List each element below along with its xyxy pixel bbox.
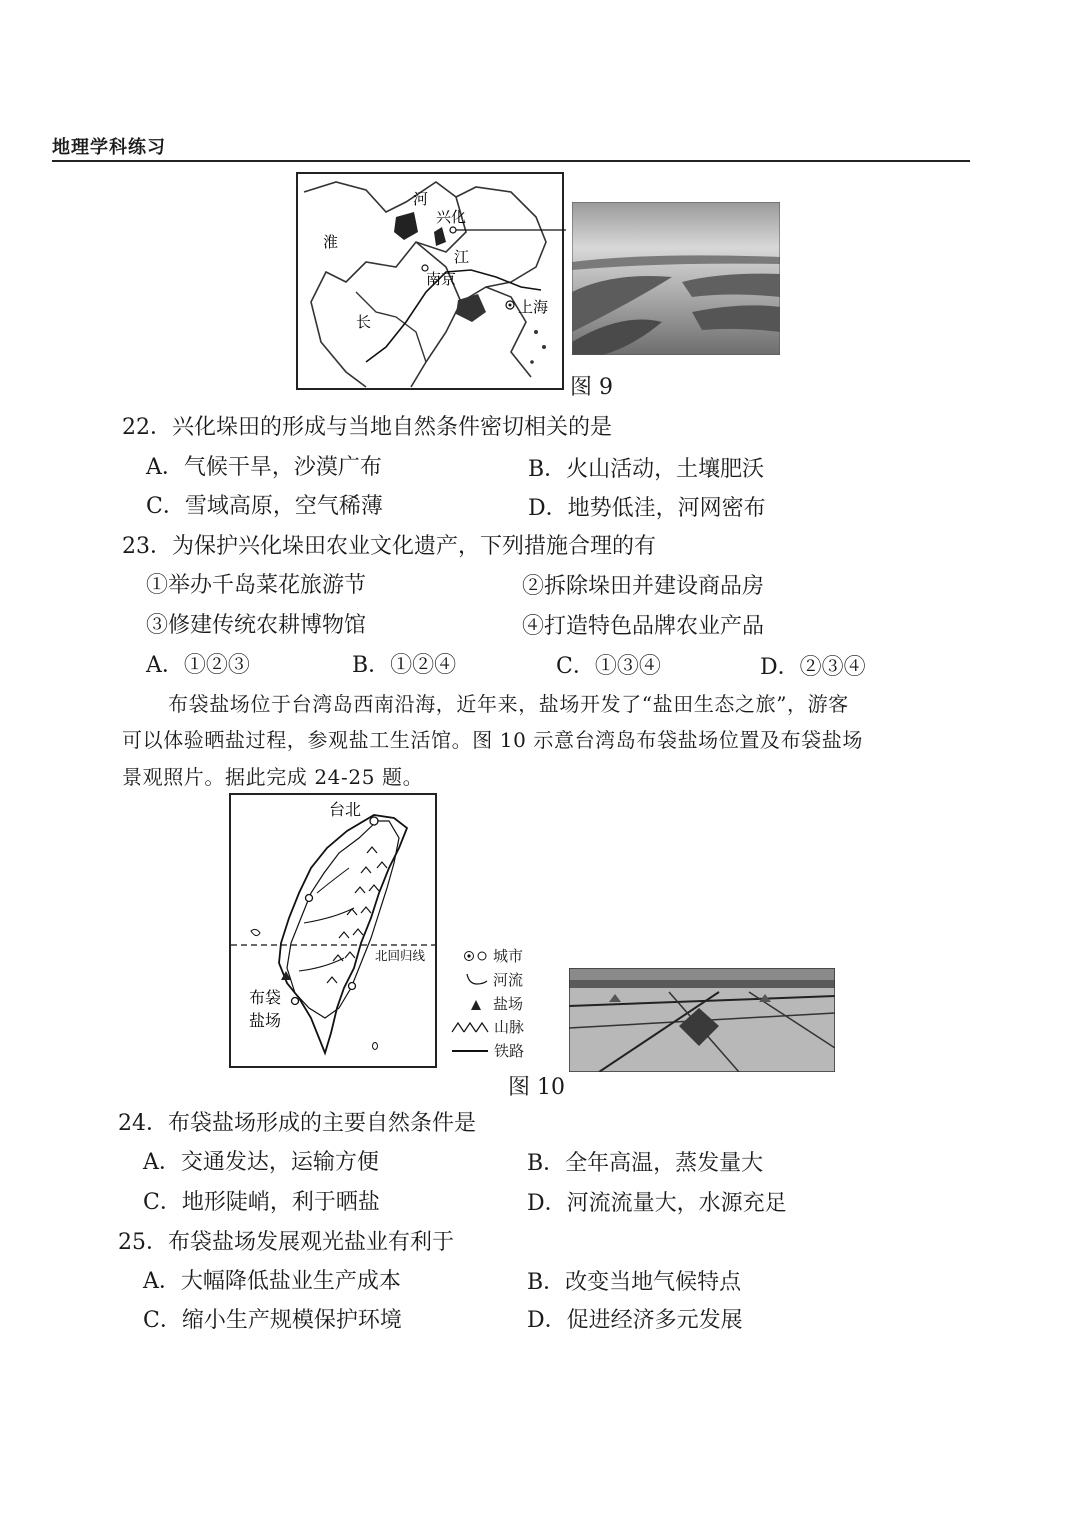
legend-saltfield-label: 盐场 bbox=[493, 995, 524, 1013]
q23-option-b: B．①②④ bbox=[352, 653, 457, 678]
q25-option-b: B．改变当地气候特点 bbox=[527, 1270, 742, 1295]
q23-stem: 23．为保护兴化垛田农业文化遗产，下列措施合理的有 bbox=[122, 534, 656, 559]
fig10-caption: 图 10 bbox=[508, 1075, 565, 1100]
q23-statement-4: ④打造特色品牌农业产品 bbox=[522, 614, 765, 639]
legend-mountain-label: 山脉 bbox=[494, 1018, 525, 1036]
label-saltfield: 盐场 bbox=[249, 1011, 282, 1030]
q22-option-a: A．气候干旱，沙漠广布 bbox=[146, 455, 382, 480]
label-chang: 长 bbox=[356, 313, 372, 331]
q25-option-a: A．大幅降低盐业生产成本 bbox=[143, 1269, 401, 1294]
legend-railway-label: 铁路 bbox=[494, 1042, 525, 1060]
legend-railway bbox=[450, 1040, 524, 1061]
legend-river-label: 河流 bbox=[493, 971, 524, 989]
q23-statement-3: ③修建传统农耕博物馆 bbox=[146, 613, 367, 638]
intro-line-1: 布袋盐场位于台湾岛西南沿海，近年来，盐场开发了“盐田生态之旅”，游客 bbox=[168, 692, 849, 716]
q23-statement-2: ②拆除垛田并建设商品房 bbox=[522, 574, 765, 599]
label-tropic-of-cancer: 北回归线 bbox=[375, 948, 426, 963]
q23-option-d: D．②③④ bbox=[760, 655, 866, 680]
q22-stem: 22．兴化垛田的形成与当地自然条件密切相关的是 bbox=[122, 415, 612, 440]
label-nanjing: 南京 bbox=[426, 270, 457, 288]
q22-option-d: D．地势低洼，河网密布 bbox=[528, 496, 766, 521]
river-icon bbox=[463, 972, 489, 988]
fig10-map bbox=[229, 793, 437, 1068]
q24-stem: 24．布袋盐场形成的主要自然条件是 bbox=[118, 1111, 476, 1136]
q24-option-d: D．河流流量大，水源充足 bbox=[527, 1191, 787, 1216]
label-budai: 布袋 bbox=[249, 988, 282, 1007]
fig9-map bbox=[296, 172, 566, 392]
q24-option-b: B．全年高温，蒸发量大 bbox=[527, 1151, 764, 1176]
q23-option-c: C．①③④ bbox=[556, 654, 661, 679]
page-header-title: 地理学科练习 bbox=[52, 137, 166, 158]
label-huai: 淮 bbox=[323, 233, 339, 251]
legend-mountain bbox=[450, 1016, 524, 1037]
label-xinghua: 兴化 bbox=[436, 208, 467, 226]
q24-option-a: A．交通发达，运输方便 bbox=[143, 1150, 379, 1175]
label-taipei: 台北 bbox=[329, 800, 362, 819]
q23-option-a: A．①②③ bbox=[146, 653, 250, 678]
saltfield-icon bbox=[463, 997, 489, 1011]
label-jiang: 江 bbox=[454, 248, 470, 266]
fig9-photo-duotian bbox=[572, 202, 780, 355]
railway-icon bbox=[450, 1044, 490, 1058]
header-divider bbox=[52, 160, 970, 162]
city-icon bbox=[463, 949, 489, 963]
legend-river bbox=[463, 969, 523, 990]
q22-option-c: C．雪域高原，空气稀薄 bbox=[146, 494, 383, 519]
legend-city-label: 城市 bbox=[493, 947, 524, 965]
legend-city bbox=[463, 945, 523, 966]
q22-option-b: B．火山活动，土壤肥沃 bbox=[528, 457, 765, 482]
fig10-photo-saltfield bbox=[569, 968, 835, 1072]
label-shanghai: 上海 bbox=[518, 298, 549, 316]
q25-option-c: C．缩小生产规模保护环境 bbox=[143, 1308, 402, 1333]
q24-option-c: C．地形陡峭，利于晒盐 bbox=[143, 1190, 380, 1215]
mountain-icon bbox=[450, 1020, 490, 1034]
intro-line-3: 景观照片。据此完成 24-25 题。 bbox=[122, 765, 424, 789]
fig9-caption: 图 9 bbox=[570, 375, 613, 400]
q25-stem: 25．布袋盐场发展观光盐业有利于 bbox=[118, 1230, 454, 1255]
q25-option-d: D．促进经济多元发展 bbox=[527, 1308, 743, 1333]
legend-saltfield bbox=[463, 993, 523, 1014]
intro-line-2: 可以体验晒盐过程，参观盐工生活馆。图 10 示意台湾岛布袋盐场位置及布袋盐场 bbox=[122, 728, 863, 752]
label-he: 河 bbox=[413, 190, 429, 208]
q23-statement-1: ①举办千岛菜花旅游节 bbox=[146, 573, 367, 598]
